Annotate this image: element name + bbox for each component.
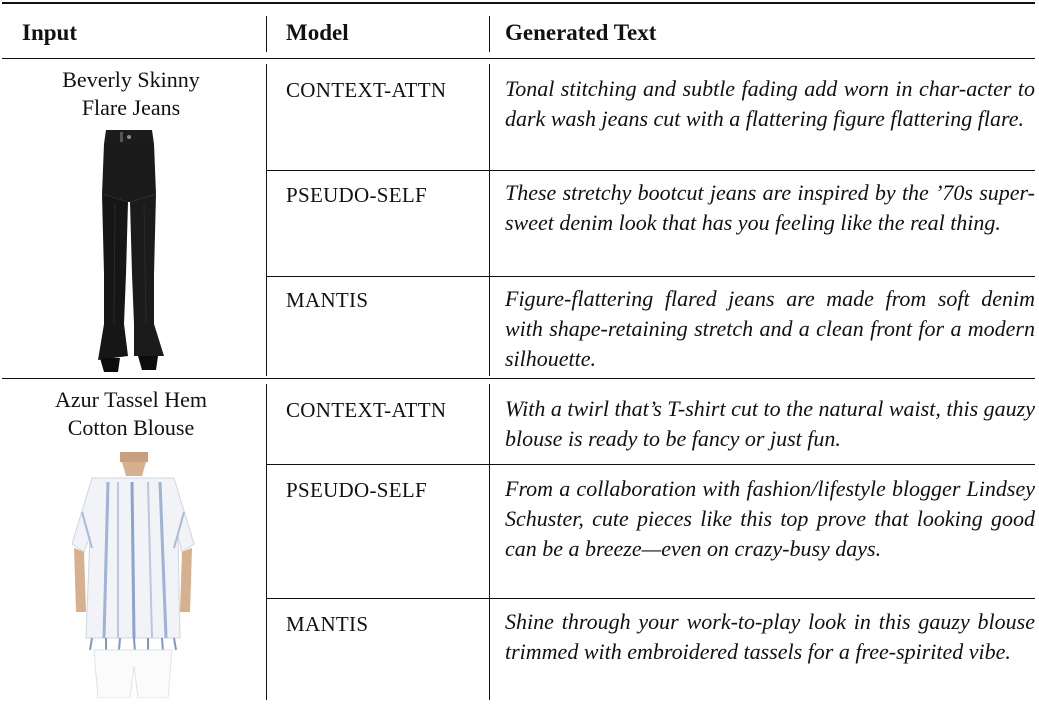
group1-divider-1 — [266, 64, 267, 376]
generated-text: Shine through your work-to-play look in this gauzy blouse trimmed with embroidered tassels for a free-spirited vibe. — [505, 609, 1035, 664]
model-name: PSEUDO-SELF — [286, 183, 427, 207]
generated-text: Tonal stitching and subtle fading add worn in char-acter to dark wash jeans cut with a flattering figure flattering flare. — [505, 76, 1035, 131]
input-product-name — [2, 386, 260, 442]
product-name-line: Flare Jeans — [81, 95, 181, 120]
model-name: MANTIS — [286, 288, 369, 312]
group2-divider-1 — [266, 384, 267, 700]
generated-text: Figure-flattering flared jeans are made from soft denim with shape-retaining stretch and a clean front for a modern silhouette. — [505, 286, 1035, 371]
generated-text: From a collaboration with fashion/lifestyle blogger Lindsey Schuster, cute pieces like this top prove that looking good can be a breeze—even on crazy-busy days. — [505, 476, 1035, 561]
row-line — [266, 170, 1035, 171]
product-image-jeans — [68, 124, 188, 376]
row-line — [266, 598, 1035, 599]
product-image-blouse — [62, 452, 204, 698]
row-line — [266, 276, 1035, 277]
header-model: Model — [286, 20, 349, 45]
model-name: PSEUDO-SELF — [286, 478, 427, 502]
header-divider-2 — [489, 16, 490, 52]
row-line — [266, 464, 1035, 465]
group2-divider-2 — [489, 384, 490, 700]
product-name-line: Cotton Blouse — [67, 415, 195, 440]
generated-text: These stretchy bootcut jeans are inspired by the ’70s super-sweet denim look that has you feeling like the real thing. — [505, 180, 1035, 235]
top-rule — [2, 2, 1035, 4]
header-generated-text: Generated Text — [505, 20, 657, 45]
product-name-line: Azur Tassel Hem — [54, 387, 207, 412]
generated-text: With a twirl that’s T-shirt cut to the natural waist, this gauzy blouse is ready to be fancy or just fun. — [505, 396, 1035, 451]
group-separator-rule — [2, 378, 1035, 379]
model-name: MANTIS — [286, 612, 369, 636]
input-product-name — [2, 66, 260, 122]
group1-divider-2 — [489, 64, 490, 376]
product-name-line: Beverly Skinny — [62, 67, 200, 92]
header-rule — [2, 58, 1035, 59]
model-name: CONTEXT-ATTN — [286, 78, 447, 102]
model-name: CONTEXT-ATTN — [286, 398, 447, 422]
header-divider-1 — [266, 16, 267, 52]
header-input: Input — [22, 20, 77, 45]
